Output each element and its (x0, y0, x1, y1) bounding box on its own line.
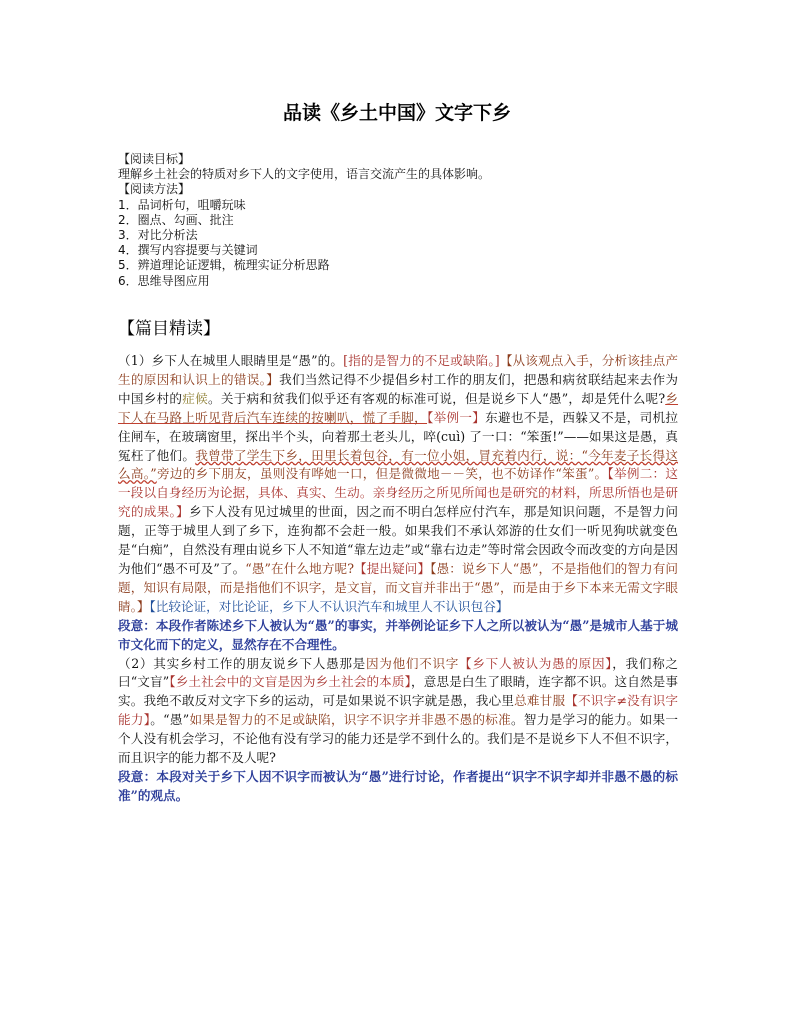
objectives-text: 理解乡土社会的特质对乡下人的文字使用，语言交流产生的具体影响。 (118, 167, 491, 182)
keyword: 症候 (182, 390, 208, 406)
section-heading: 【篇目精读】 (118, 319, 220, 339)
text-run: 旁边的乡下朋友，虽则没有哗她一口，但是微微地－－笑，也不妨译作“笨蛋”。 (156, 466, 608, 482)
method-item: 3．对比分析法 (118, 228, 198, 243)
text-run: ，我们称之曰“文盲” (118, 655, 679, 690)
objectives-section (118, 152, 698, 289)
text-run: （1）乡下人在城里人眼睛里是“愚”的。 (118, 353, 344, 368)
keyword: 因为他们不识字 (365, 655, 460, 671)
annotation: 【提出疑问】 (353, 560, 431, 576)
text-run: “愚”在什么地方呢? (245, 560, 354, 576)
keyword: 总难甘服 (514, 693, 566, 709)
annotation: 【愚：说乡下人“愚”，不是指他们的智力有问题，知识有局限，而是指他们不识字，是文盲，而文盲并非出于“愚”，而是由于乡下本来无需文字眼睛。】 (118, 560, 678, 614)
paragraph-2 (118, 655, 678, 806)
objectives-heading: 【阅读目标】 (118, 152, 191, 166)
annotation: 【乡土社会中的文盲是因为乡土社会的本质】 (169, 674, 412, 690)
paragraph-summary: 段意：本段对关于乡下人因不识字而被认为“愚”进行讨论，作者提出“识字不识字却并非愚不愚的标准”的观点。 (118, 768, 678, 803)
underlined-text: 我曾带了学生下乡，田里长着包谷，有一位小姐，冒充着内行，说：“今年麦子长得这么高。” (118, 447, 678, 482)
annotation: [指的是智力的不足或缺陷。] (343, 353, 500, 368)
document-title: 品读《乡土中国》文字下乡 (282, 102, 511, 124)
method-item: 4．撰写内容提要与关键词 (118, 243, 258, 258)
method-item: 6．思维导图应用 (118, 273, 210, 288)
annotation: 【不识字≠没有识字能力】 (118, 693, 679, 728)
annotation: 【乡下人被认为愚的原因】 (459, 655, 613, 671)
annotation: 【比较论证，对比论证，乡下人不认识汽车和城里人不认识包谷】 (149, 598, 509, 614)
text-run: 我们当然记得不少提倡乡村工作的朋友们，把愚和病贫联结起来去作为中国乡村的 (118, 371, 679, 406)
text-run: （2）其实乡村工作的朋友说乡下人愚那是 (118, 655, 366, 671)
keyword: 如果是智力的不足或缺陷，识字不识字并非愚不愚的标准 (189, 712, 512, 728)
reading-body (118, 352, 678, 806)
method-item: 5．辨道理论证逻辑，梳理实证分析思路 (118, 258, 330, 273)
paragraph-1 (118, 352, 678, 655)
text-run: ，意思是白生了眼睛，连字都不识。这自然是事实。我绝不敢反对文字下乡的运动，可是如果说不识字就是愚，我心里 (118, 674, 678, 709)
method-item: 2．圈点、勾画、批注 (118, 212, 234, 227)
method-item: 1．品词析句，咀嚼玩味 (118, 197, 246, 212)
annotation: 【从该观点入手，分析该挂点产生的原因和认识上的错误。】 (118, 353, 679, 387)
paragraph-summary: 段意：本段作者陈述乡下人被认为“愚”的事实，并举例论证乡下人之所以被认为“愚”是城市人基于城市文化而下的定义，显然存在不合理性。 (118, 617, 678, 652)
underlined-text: 乡下人在马路上听见背后汽车连续的按喇叭，慌了手脚， (118, 390, 679, 425)
text-run: 。智力是学习的能力。如果一个人没有机会学习，不论他有没有学习的能力还是学不到什么的。我们是不是说乡下人不但不识字，而且识字的能力都不及人呢? (118, 712, 679, 766)
methods-heading: 【阅读方法】 (118, 182, 191, 197)
text-run: 乡下人没有见过城里的世面，因之而不明白怎样应付汽车，那是知识问题，不是智力问题，正等于城里人到了乡下，连狗都不会赶一般。如果我们不承认郊游的仕女们一听见狗吠就变色是“白痴”，自然没有理由说乡下人不知道“靠左边走”或“靠右边走”等时常会因政令而改变的方向是因为他们“愚不可及”了。 (118, 504, 679, 576)
annotation: 【举例二：这一段以自身经历为论据，具体、真实、生动。亲身经历之所见所闻也是研究的材料，所思所悟也是研究的成果。】 (118, 466, 679, 520)
text-run: 东避也不是，西躲又不是，司机拉住闸车，在玻璃窗里，探出半个头，向着那土老头儿，啐(cuì) 了一口：“笨蛋!”——如果这是愚，真冤枉了他们。 (118, 409, 679, 463)
text-run: 。“愚” (150, 712, 190, 728)
annotation: 【举例一】 (427, 409, 486, 425)
text-run: 。关于病和贫我们似乎还有客观的标准可说，但是说乡下人“愚”，却是凭什么呢? (208, 390, 666, 406)
